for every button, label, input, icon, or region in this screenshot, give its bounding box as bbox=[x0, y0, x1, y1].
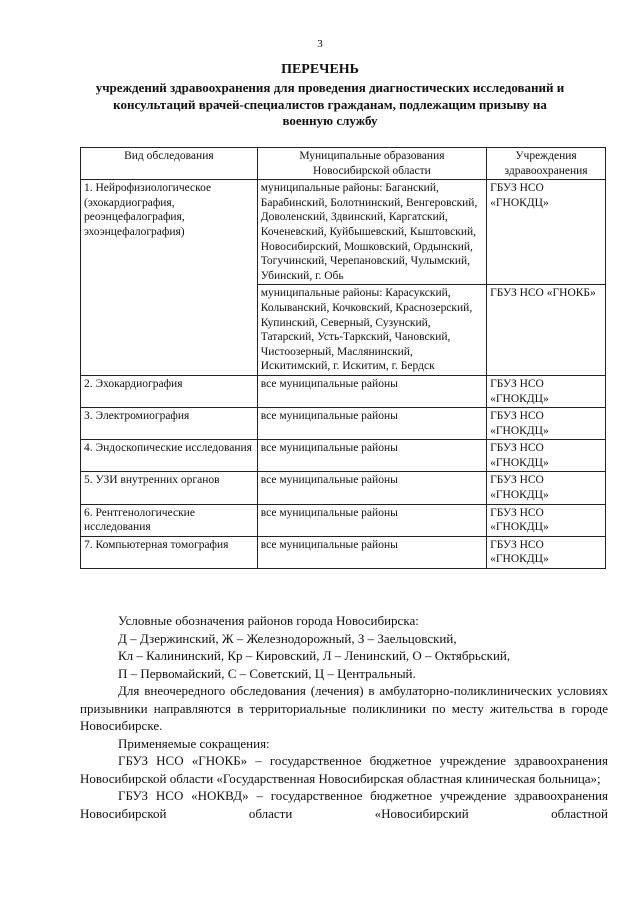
districts-cell: все муниципальные районы bbox=[257, 504, 486, 536]
districts-cell: муниципальные районы: Карасукский, Колыванский, Кочковский, Краснозерский, Купинский, Северный, Сузунский, Татарский, Усть-Таркский, Чановский, Чистоозерный, Маслянинский, Искитимский, г. Искитим, г. Бердск bbox=[257, 285, 486, 376]
treatment-paragraph: Для внеочередного обследования (лечения) в амбулаторно-поликлинических условиях призывники направляются в территориальные поликлиники по месту жительства в городе Новосибирске. bbox=[80, 683, 608, 733]
page-number: 3 bbox=[317, 38, 323, 50]
exam-cell: 4. Эндоскопические исследования bbox=[81, 440, 258, 472]
table-row bbox=[81, 536, 606, 568]
document-title: ПЕРЕЧЕНЬ bbox=[281, 62, 359, 77]
institution-cell: ГБУЗ НСО «ГНОКДЦ» bbox=[487, 408, 606, 440]
legend-line: П – Первомайский, С – Советский, Ц – Центральный. bbox=[118, 665, 416, 681]
districts-cell: все муниципальные районы bbox=[257, 440, 486, 472]
document-subtitle: учреждений здравоохранения для проведения диагностических исследований и консультаций врачей-специалистов гражданам, подлежащим призыву на военную службу bbox=[95, 80, 565, 128]
districts-cell: все муниципальные районы bbox=[257, 536, 486, 568]
institution-cell: ГБУЗ НСО «ГНОКБ» bbox=[487, 285, 606, 376]
table-row bbox=[81, 440, 606, 472]
abbreviation-nokvd: ГБУЗ НСО «НОКВД» – государственное бюджетное учреждение здравоохранения Новосибирской области «Новосибирский областной bbox=[80, 788, 608, 821]
exam-cell: 7. Компьютерная томография bbox=[81, 536, 258, 568]
notes-section bbox=[80, 612, 608, 822]
header-municipalities: Муниципальные образования Новосибирской области bbox=[257, 148, 486, 180]
legend-line: Кл – Калининский, Кр – Кировский, Л – Ленинский, О – Октябрьский, bbox=[118, 648, 511, 663]
table-row bbox=[81, 504, 606, 536]
districts-cell: все муниципальные районы bbox=[257, 375, 486, 407]
districts-cell: все муниципальные районы bbox=[257, 408, 486, 440]
institution-cell: ГБУЗ НСО «ГНОКДЦ» bbox=[487, 180, 606, 285]
table-row bbox=[81, 408, 606, 440]
exam-cell: 6. Рентгенологические исследования bbox=[81, 504, 258, 536]
institution-cell: ГБУЗ НСО «ГНОКДЦ» bbox=[487, 536, 606, 568]
abbreviation-gnokb: ГБУЗ НСО «ГНОКБ» – государственное бюджетное учреждение здравоохранения Новосибирской области «Государственная Новосибирская областная клиническая больница»; bbox=[80, 753, 608, 786]
districts-cell: все муниципальные районы bbox=[257, 472, 486, 504]
legend-title: Условные обозначения районов города Новосибирска: bbox=[118, 613, 419, 628]
institution-cell: ГБУЗ НСО «ГНОКДЦ» bbox=[487, 504, 606, 536]
institution-cell: ГБУЗ НСО «ГНОКДЦ» bbox=[487, 440, 606, 472]
table-row bbox=[81, 180, 606, 285]
table-row bbox=[81, 472, 606, 504]
header-institutions: Учреждения здравоохранения bbox=[487, 148, 606, 180]
abbreviations-title: Применяемые сокращения: bbox=[118, 735, 270, 751]
exam-cell: 3. Электромиография bbox=[81, 408, 258, 440]
institutions-table bbox=[80, 147, 606, 569]
legend-line: Д – Дзержинский, Ж – Железнодорожный, З – Заельцовский, bbox=[118, 630, 457, 646]
exam-cell: 1. Нейрофизиологическое (эхокардиография, реоэнцефалография, эхоэнцефалография) bbox=[81, 180, 258, 376]
institution-cell: ГБУЗ НСО «ГНОКДЦ» bbox=[487, 472, 606, 504]
table-header-row bbox=[81, 148, 606, 180]
header-exam-type: Вид обследования bbox=[81, 148, 258, 180]
table-row bbox=[81, 375, 606, 407]
institution-cell: ГБУЗ НСО «ГНОКДЦ» bbox=[487, 375, 606, 407]
exam-cell: 2. Эхокардиография bbox=[81, 375, 258, 407]
exam-cell: 5. УЗИ внутренних органов bbox=[81, 472, 258, 504]
districts-cell: муниципальные районы: Баганский, Барабинский, Болотнинский, Венгеровский, Доволенский, Здвинский, Каргатский, Коченевский, Куйбышевский, Кыштовский, Новосибирский, Мошковский, Ордынский, Тогучинский, Черепановский, Чулымский, Убинский, г. Обь bbox=[257, 180, 486, 285]
